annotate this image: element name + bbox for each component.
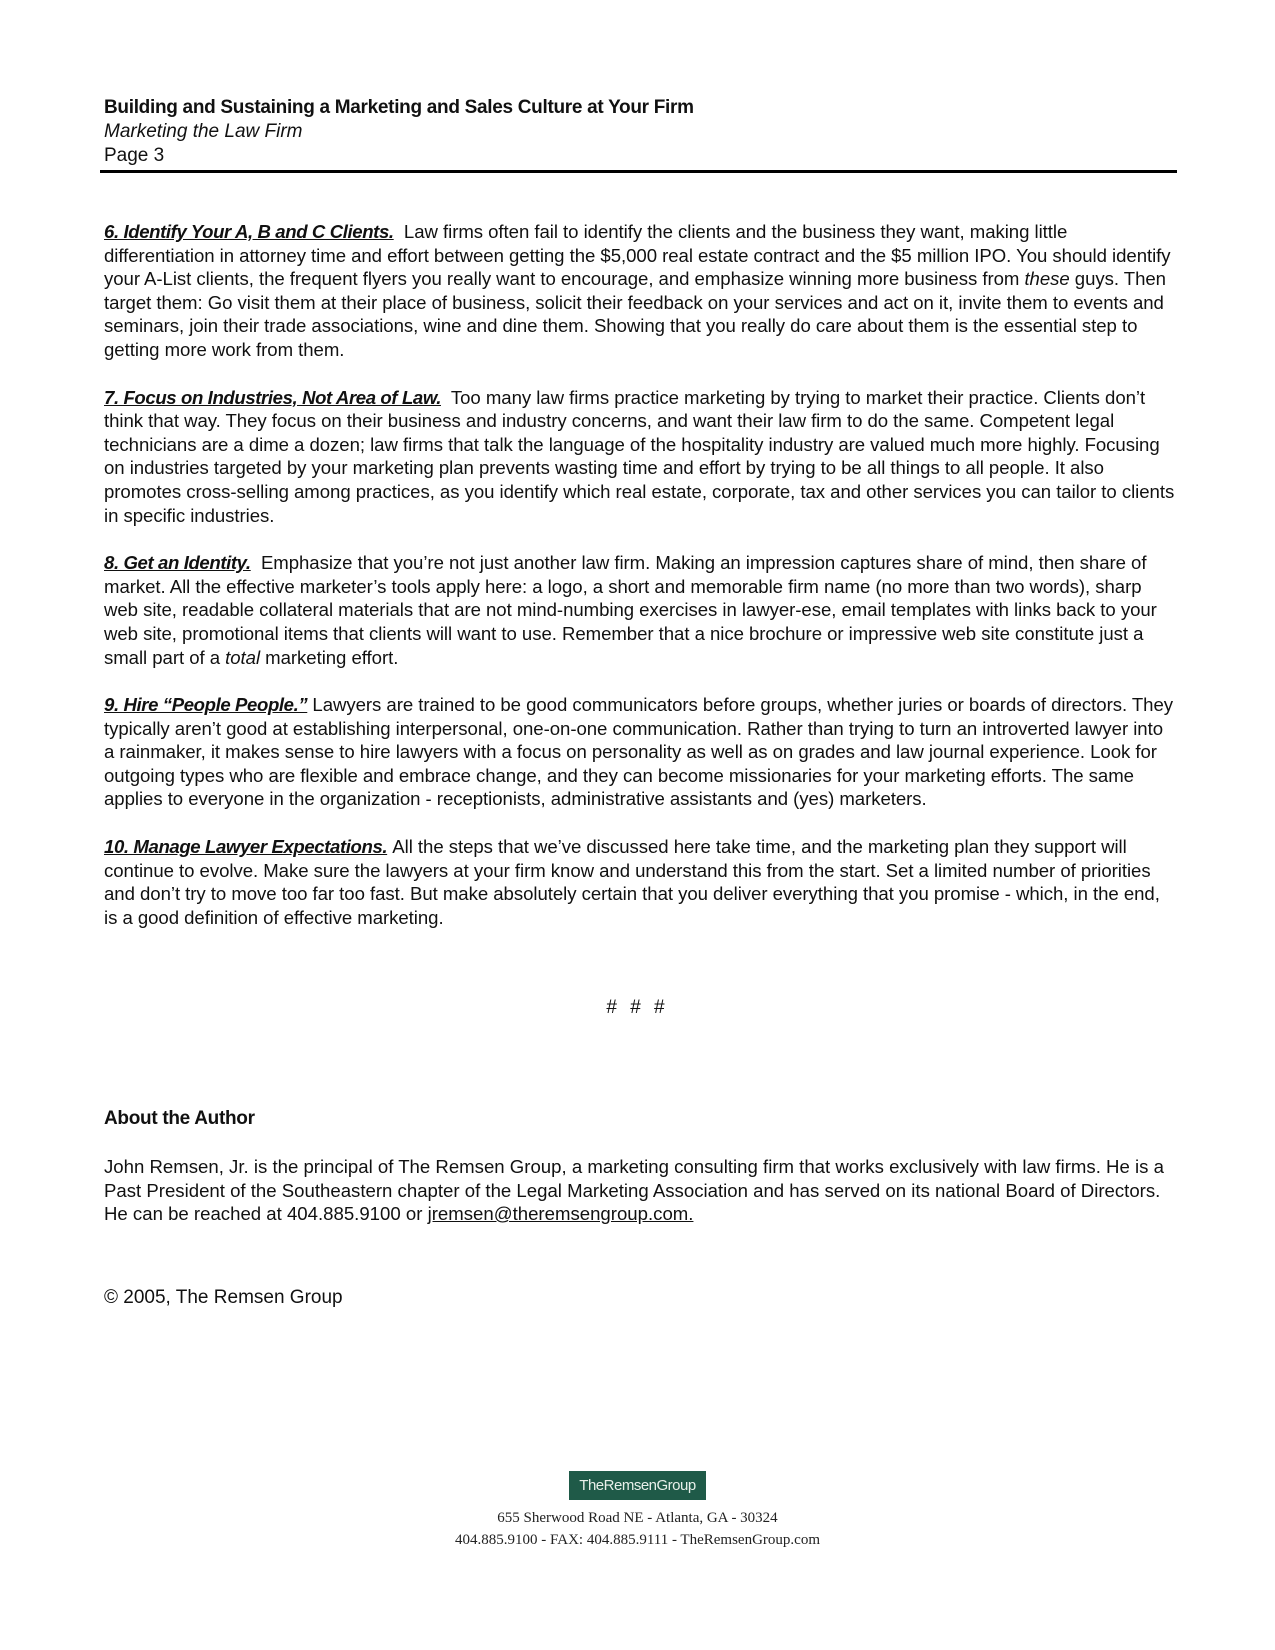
item-text: Too many law firms practice marketing by trying to market their practice. Clients don’t think that way. They focus on their business and industry concerns, and want their law firm to do the same. Competent legal technicians are a dime a dozen; law firms that talk the language of the hospitality industry are valued much more highly. Focusing on industries targeted by your marketing plan prevents wasting time and effort by trying to be all things to all people. It also promotes cross-selling among practices, as you identify which real estate, corporate, tax and other services you can tailor to clients in specific industries.: [104, 386, 1175, 526]
item-text-continued: guys. Then target them: Go visit them at their place of business, solicit their feedback on your services and act on it, invite them to events and seminars, join their trade associations, wine and dine them. Showing that you really do care about them is the essential step to getting more work from them.: [104, 268, 1166, 360]
email-link[interactable]: jremsen@theremsengroup.com.: [427, 1203, 694, 1225]
list-item: [104, 693, 1175, 811]
item-heading: 8. Get an Identity.: [104, 552, 251, 574]
document-title: Building and Sustaining a Marketing and Sales Culture at Your Firm: [104, 97, 694, 118]
about-body: John Remsen, Jr. is the principal of The Remsen Group, a marketing consulting firm that works exclusively with law firms. He is a Past President of the Southeastern chapter of the Legal Marketing Association and has served on its national Board of Directors. He can be reached at 404.885.9100 or: [104, 1156, 1164, 1225]
list-item: [104, 835, 1175, 929]
document-subtitle: Marketing the Law Firm: [104, 121, 303, 142]
item-heading: 9. Hire “People People.”: [104, 694, 308, 716]
item-text: Law firms often fail to identify the clients and the business they want, making little differentiation in attorney time and effort between getting the $5,000 real estate contract and the $5 million IPO. You should identify your A-List clients, the frequent flyers you really want to encourage, and emphasize winning more business from: [104, 221, 1171, 290]
item-text: Emphasize that you’re not just another law firm. Making an impression captures share of mind, then share of market. All the effective marketer’s tools apply here: a logo, a short and memorable firm name (no more than two words), sharp web site, readable collateral materials that are not mind-numbing exercises in lawyer-ese, email templates with links back to your web site, promotional items that clients will want to use. Remember that a nice brochure or impressive web site constitute just a small part of a: [104, 552, 1157, 668]
footer-contact: 404.885.9100 - FAX: 404.885.9111 - TheRemsenGroup.com: [455, 1532, 820, 1548]
item-heading: 10. Manage Lawyer Expectations.: [104, 836, 388, 858]
section-separator: # # #: [606, 997, 669, 1018]
copyright-notice: © 2005, The Remsen Group: [104, 1287, 343, 1308]
item-heading: 7. Focus on Industries, Not Area of Law.: [104, 386, 441, 408]
item-text-continued: marketing effort.: [260, 646, 399, 668]
header-divider: [100, 170, 1177, 173]
about-heading: About the Author: [104, 1108, 255, 1129]
footer-address: 655 Sherwood Road NE - Atlanta, GA - 30324: [497, 1510, 778, 1526]
company-logo: [569, 1471, 706, 1500]
item-emphasis: total: [225, 646, 261, 668]
page-header: [104, 96, 1177, 168]
item-text: All the steps that we’ve discussed here take time, and the marketing plan they support will continue to evolve. Make sure the lawyers at your firm know and understand this from the start. Set a limited number of priorities and don’t try to move too far too fast. But make absolutely certain that you deliver everything that you promise - which, in the end, is a good definition of effective marketing.: [104, 836, 1160, 928]
item-text: Lawyers are trained to be good communicators before groups, whether juries or boards of directors. They typically aren’t good at establishing interpersonal, one-on-one communication. Rather than trying to turn an introverted lawyer into a rainmaker, it makes sense to hire lawyers with a focus on personality as well as on grades and law journal experience. Look for outgoing types who are flexible and embrace change, and they can become missionaries for your marketing efforts. The same applies to everyone in the organization - receptionists, administrative assistants and (yes) marketers.: [104, 694, 1174, 810]
list-item: [104, 220, 1175, 362]
item-emphasis: these: [1024, 268, 1070, 290]
page-number: Page 3: [104, 145, 165, 166]
list-item: [104, 386, 1175, 528]
about-text: [104, 1155, 1175, 1226]
logo-text: TheRemsenGroup: [579, 1477, 696, 1494]
item-heading: 6. Identify Your A, B and C Clients.: [104, 221, 394, 242]
document-body: [104, 220, 1175, 953]
list-item: [104, 551, 1175, 669]
